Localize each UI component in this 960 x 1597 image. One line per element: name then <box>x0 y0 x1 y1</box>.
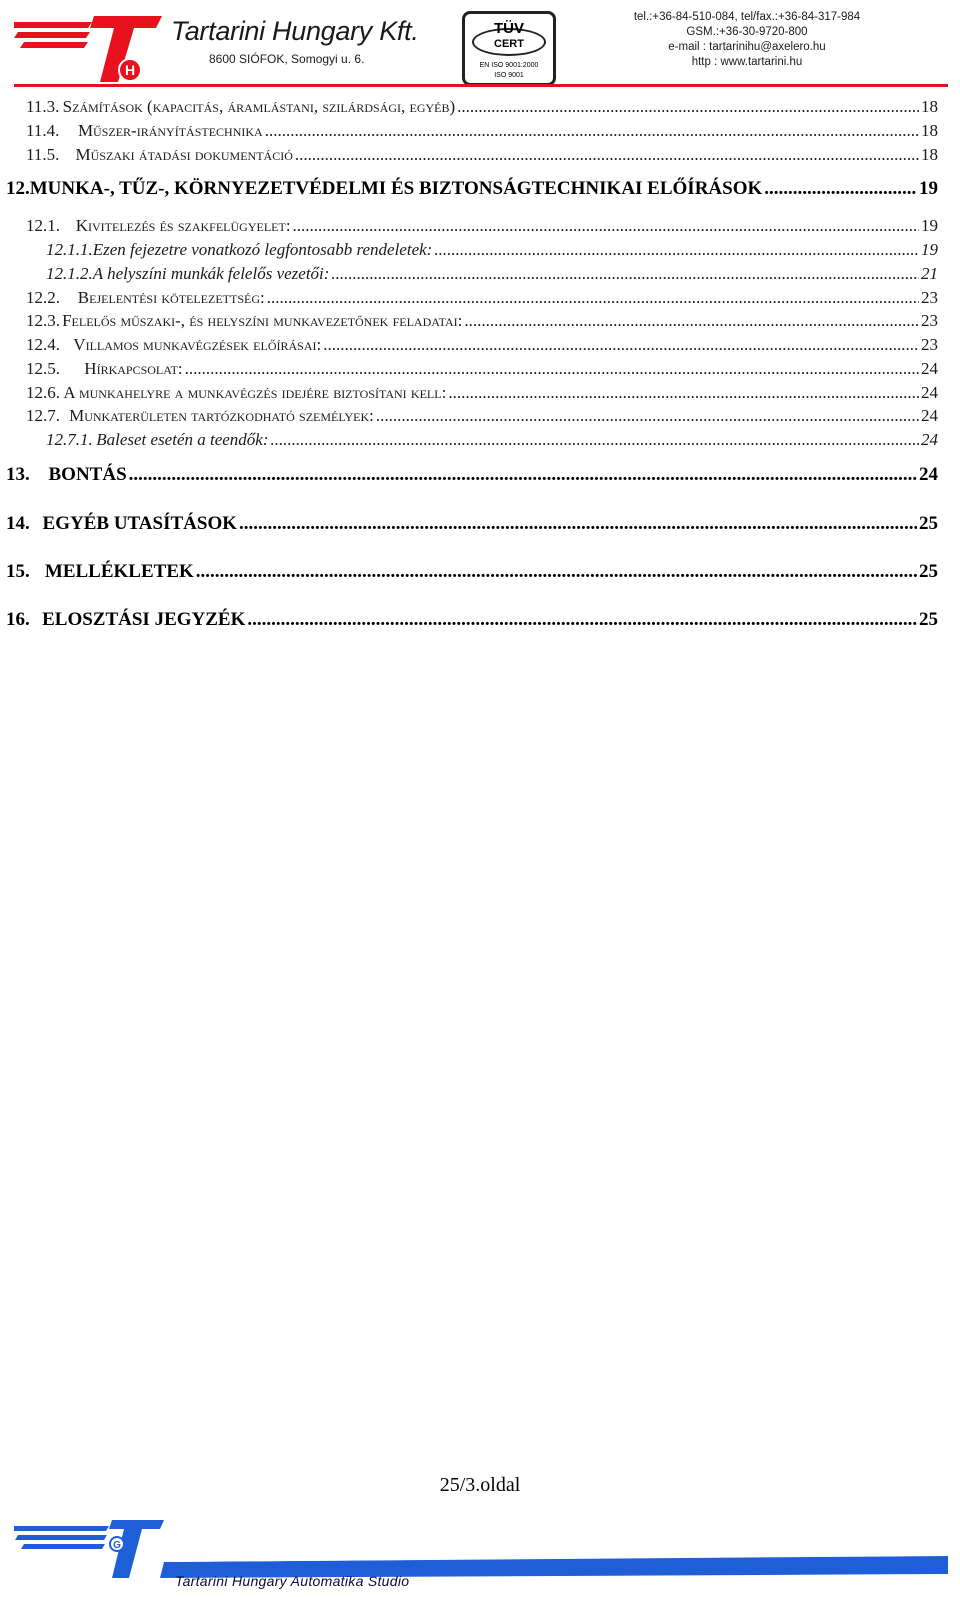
toc-dot-leader <box>271 430 919 450</box>
toc-number: 12.4. <box>26 335 60 354</box>
toc-entry[interactable] <box>6 464 938 486</box>
toc-dot-leader <box>267 288 919 308</box>
toc-dot-leader <box>464 311 919 331</box>
toc-title: A helyszíni munkák felelős vezetői: <box>92 264 330 283</box>
toc-title: Kivitelezés és szakfelügyelet: <box>75 216 291 235</box>
toc-number: 15. <box>6 561 30 582</box>
toc-title: Bejelentési kötelezettség: <box>77 288 265 307</box>
toc-page-number: 24 <box>921 359 938 378</box>
toc-entry[interactable] <box>26 406 938 426</box>
toc-page-number: 24 <box>921 430 938 449</box>
toc-page-number: 19 <box>919 178 938 199</box>
toc-dot-leader <box>323 335 919 355</box>
toc-dot-leader <box>239 513 917 535</box>
toc-entry[interactable] <box>6 609 938 631</box>
toc-dot-leader <box>265 121 919 141</box>
toc-page-number: 24 <box>921 406 938 425</box>
toc-entry[interactable] <box>6 561 938 583</box>
toc-number: 12.5. <box>26 359 60 378</box>
toc-title: A munkahelyre a munkavégzés idejére biztosítani kell: <box>63 383 447 402</box>
toc-title: Műszer-irányítástechnika <box>77 121 263 140</box>
toc-title: MELLÉKLETEK <box>44 561 194 582</box>
toc-dot-leader <box>247 609 917 631</box>
toc-title: BONTÁS <box>48 464 127 485</box>
toc-number: 12.1.2. <box>46 264 93 283</box>
toc-page-number: 19 <box>921 240 938 259</box>
toc-page-number: 25 <box>919 609 938 630</box>
toc-number: 13. <box>6 464 30 485</box>
toc-entry[interactable] <box>46 240 938 260</box>
toc-title: Villamos munkavégzések előírásai: <box>73 335 322 354</box>
toc-dot-leader <box>764 178 917 200</box>
toc-entry[interactable] <box>26 359 938 379</box>
toc-number: 16. <box>6 609 30 630</box>
toc-dot-leader <box>293 216 919 236</box>
toc-entry[interactable] <box>26 121 938 141</box>
toc-entry[interactable] <box>26 216 938 236</box>
tuv-cert-text: CERT <box>494 38 524 50</box>
toc-entry[interactable] <box>26 383 938 403</box>
toc-entry[interactable] <box>26 288 938 308</box>
toc-title: Hírkapcsolat: <box>84 359 183 378</box>
contact-block <box>616 10 878 70</box>
toc-number: 11.5. <box>26 145 60 164</box>
logo-letter: H <box>124 62 136 78</box>
toc-dot-leader <box>196 561 917 583</box>
toc-title: Ezen fejezetre vonatkozó legfontosabb rendeletek: <box>92 240 433 259</box>
toc-number: 12.1. <box>26 216 60 235</box>
contact-email: e-mail : tartarinihu@axelero.hu <box>668 41 826 53</box>
toc-dot-leader <box>434 240 919 260</box>
toc-title: Számítások (kapacitás, áramlástani, szilárdsági, egyéb) <box>62 97 456 116</box>
toc-dot-leader <box>376 406 919 426</box>
toc-page-number: 23 <box>921 311 938 330</box>
toc-entry[interactable] <box>46 430 938 450</box>
toc-entry[interactable] <box>6 513 938 535</box>
toc-number: 12.7.1. <box>46 430 93 449</box>
page-header <box>0 0 960 92</box>
tuv-cert-badge <box>462 11 556 86</box>
tuv-top-text: TÜV <box>494 20 524 37</box>
header-divider <box>14 84 948 87</box>
toc-number: 11.3. <box>26 97 60 116</box>
toc-dot-leader <box>331 264 919 284</box>
toc-entry[interactable] <box>26 311 938 331</box>
toc-number: 12.1.1. <box>46 240 93 259</box>
toc-title: EGYÉB UTASÍTÁSOK <box>42 513 237 534</box>
toc-title: MUNKA-, TŰZ-, KÖRNYEZETVÉDELMI ÉS BIZTONSÁGTECHNIKAI ELŐÍRÁSOK <box>29 178 763 199</box>
page-number: 25/3.oldal <box>439 1474 521 1496</box>
toc-entry[interactable] <box>6 178 938 200</box>
toc-number: 12.2. <box>26 288 60 307</box>
toc-page-number: 23 <box>921 335 938 354</box>
toc-dot-leader <box>457 97 919 117</box>
toc-page-number: 18 <box>921 121 938 140</box>
toc-page-number: 19 <box>921 216 938 235</box>
toc-dot-leader <box>448 383 919 403</box>
toc-page-number: 18 <box>921 145 938 164</box>
toc-number: 14. <box>6 513 30 534</box>
toc-title: Felelős műszaki-, és helyszíni munkavezetőnek feladatai: <box>62 311 463 330</box>
toc-entry[interactable] <box>46 264 938 284</box>
tuv-standard-line: EN ISO 9001:2000 <box>479 62 539 69</box>
toc-dot-leader <box>185 359 919 379</box>
tuv-number-line: ISO 9001 <box>494 72 524 79</box>
toc-title: Baleset esetén a teendők: <box>96 430 269 449</box>
toc-number: 11.4. <box>26 121 60 140</box>
toc-page-number: 18 <box>921 97 938 116</box>
toc-entry[interactable] <box>26 145 938 165</box>
toc-page-number: 24 <box>919 464 938 485</box>
contact-web: http : www.tartarini.hu <box>691 56 803 68</box>
toc-entry[interactable] <box>26 97 938 117</box>
toc-title: Munkaterületen tartózkodható személyek: <box>69 406 374 425</box>
footer-logo-letter: G <box>113 1540 121 1551</box>
toc-page-number: 21 <box>921 264 938 283</box>
toc-page-number: 25 <box>919 561 938 582</box>
toc-title: Műszaki átadási dokumentáció <box>75 145 293 164</box>
toc-number: 12. <box>6 178 30 199</box>
toc-title: ELOSZTÁSI JEGYZÉK <box>42 609 246 630</box>
toc-number: 12.3. <box>26 311 60 330</box>
company-address: 8600 SIÓFOK, Somogyi u. 6. <box>209 52 365 66</box>
toc-number: 12.7. <box>26 406 60 425</box>
footer-logo-band <box>14 1516 948 1582</box>
toc-dot-leader <box>295 145 919 165</box>
tartarini-logo <box>14 14 164 84</box>
contact-gsm: GSM.:+36-30-9720-800 <box>686 26 808 38</box>
toc-dot-leader <box>129 464 917 486</box>
toc-number: 12.6. <box>26 383 60 402</box>
toc-entry[interactable] <box>26 335 938 355</box>
footer-studio-text: Tartarini Hungary Automatika Studio <box>175 1573 410 1589</box>
contact-phone: tel.:+36-84-510-084, tel/fax.:+36-84-317-984 <box>633 11 861 23</box>
toc-page-number: 25 <box>919 513 938 534</box>
company-name: Tartarini Hungary Kft. <box>171 16 419 46</box>
toc-page-number: 24 <box>921 383 938 402</box>
toc-page-number: 23 <box>921 288 938 307</box>
